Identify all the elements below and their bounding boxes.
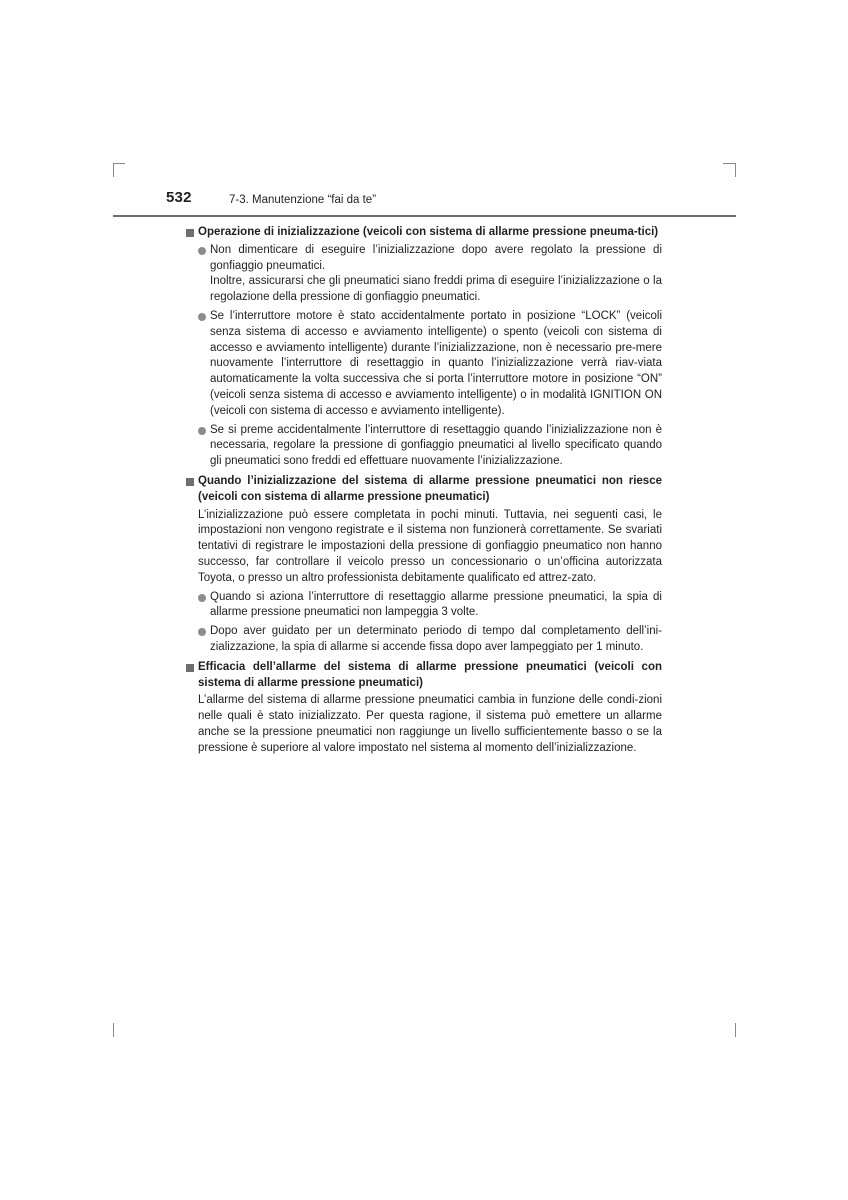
section-paragraph: L’inizializzazione può essere completata in pochi minuti. Tuttavia, nei seguenti casi, le impostazioni non vengono registrate e il sistema non funzionerà correttamente. Se svariati tentativi di registrare le impostazioni della pressione di gonfiaggio pneumatico non hanno successo, far controllare il veicolo presso un concessionario o un’officina autorizzata Toyota, o presso un altro professionista debitamente qualificato ed attrez-zato. [198, 508, 662, 584]
list-item [186, 423, 662, 470]
crop-mark-top-left-vertical [113, 163, 114, 177]
bullet-text: Quando si aziona l’interruttore di resettaggio allarme pressione pneumatici, la spia di allarme pressione pneumatici non lampeggia 3 volte. [210, 590, 662, 619]
list-item [186, 243, 662, 306]
square-bullet-icon [186, 229, 194, 237]
crop-mark-top-right-horizontal [723, 163, 735, 164]
list-item [186, 590, 662, 622]
bullet-text: Se si preme accidentalmente l’interruttore di resettaggio quando l’inizializzazione non è necessaria, regolare la pressione di gonfiaggio pneumatici al livello specificato quando gli pneumatici sono freddi ed effettuare nuovamente l’inizializzazione. [210, 423, 662, 468]
chapter-title: 7-3. Manutenzione “fai da te” [229, 194, 377, 206]
crop-mark-top-right-vertical [735, 163, 736, 177]
crop-mark-bottom-right [735, 1023, 736, 1037]
bullet-extra-text: Inoltre, assicurarsi che gli pneumatici siano freddi prima di eseguire l’inizializzazione o la regolazione della pressione di gonfiaggio pneumatici. [210, 275, 662, 304]
heading-text: Efficacia dell’allarme del sistema di allarme pressione pneumatici (veicoli con sistema di allarme pressione pneumatici) [198, 660, 662, 689]
square-bullet-icon [186, 664, 194, 672]
section-paragraph: L’allarme del sistema di allarme pressione pneumatici cambia in funzione delle condi-zioni nelle quali è stato inizializzato. Per questa ragione, il sistema può emettere un allarme anche se la pressione pneumatici non raggiunge un livello sufficientemente basso o se la pressione è superiore al valore impostato nel sistema al momento dell’inizializzazione. [198, 694, 662, 754]
section-heading [186, 225, 662, 241]
crop-mark-bottom-left [113, 1023, 114, 1037]
circle-bullet-icon [198, 427, 206, 435]
circle-bullet-icon [198, 247, 206, 255]
list-item [186, 309, 662, 420]
heading-text: Operazione di inizializzazione (veicoli con sistema di allarme pressione pneuma-tici) [198, 226, 659, 238]
bullet-text: Se l’interruttore motore è stato accidentalmente portato in posizione “LOCK” (veicoli senza sistema di accesso e avviamento intelligente) o spento (veicoli con sistema di accesso e avviamento intelligente) durante l’inizializzazione, non è necessario pre-mere nuovamente l’interruttore di resettaggio in quanto l’inizializzazione verrà riav-viata automaticamente la volta successiva che si porta l’interruttore motore in posizione “ON” (veicoli senza sistema di accesso e avviamento intelligente) o in modalità IGNITION ON (veicoli con sistema di accesso e avviamento intelligente). [210, 309, 662, 417]
page-content [186, 225, 662, 761]
section-warning-effectiveness [186, 660, 662, 757]
square-bullet-icon [186, 478, 194, 486]
bullet-text: Non dimenticare di eseguire l’inizializzazione dopo avere regolato la pressione di gonfiaggio pneumatici. [210, 243, 662, 272]
section-initialization-operation [186, 225, 662, 470]
section-heading [186, 474, 662, 506]
bullet-text: Dopo aver guidato per un determinato periodo di tempo dal completamento dell’ini-zializzazione, la spia di allarme si accende fissa dopo aver lampeggiato per 1 minuto. [210, 625, 662, 653]
header-divider [113, 215, 736, 217]
list-item [186, 624, 662, 656]
circle-bullet-icon [198, 313, 206, 321]
circle-bullet-icon [198, 594, 206, 602]
section-heading [186, 660, 662, 692]
page-number: 532 [166, 189, 192, 206]
heading-text: Quando l’inizializzazione del sistema di allarme pressione pneumatici non riesce (veicoli con sistema di allarme pressione pneumatici) [198, 474, 662, 503]
circle-bullet-icon [198, 628, 206, 636]
crop-mark-top-left-horizontal [113, 163, 125, 164]
section-initialization-failure [186, 474, 662, 656]
